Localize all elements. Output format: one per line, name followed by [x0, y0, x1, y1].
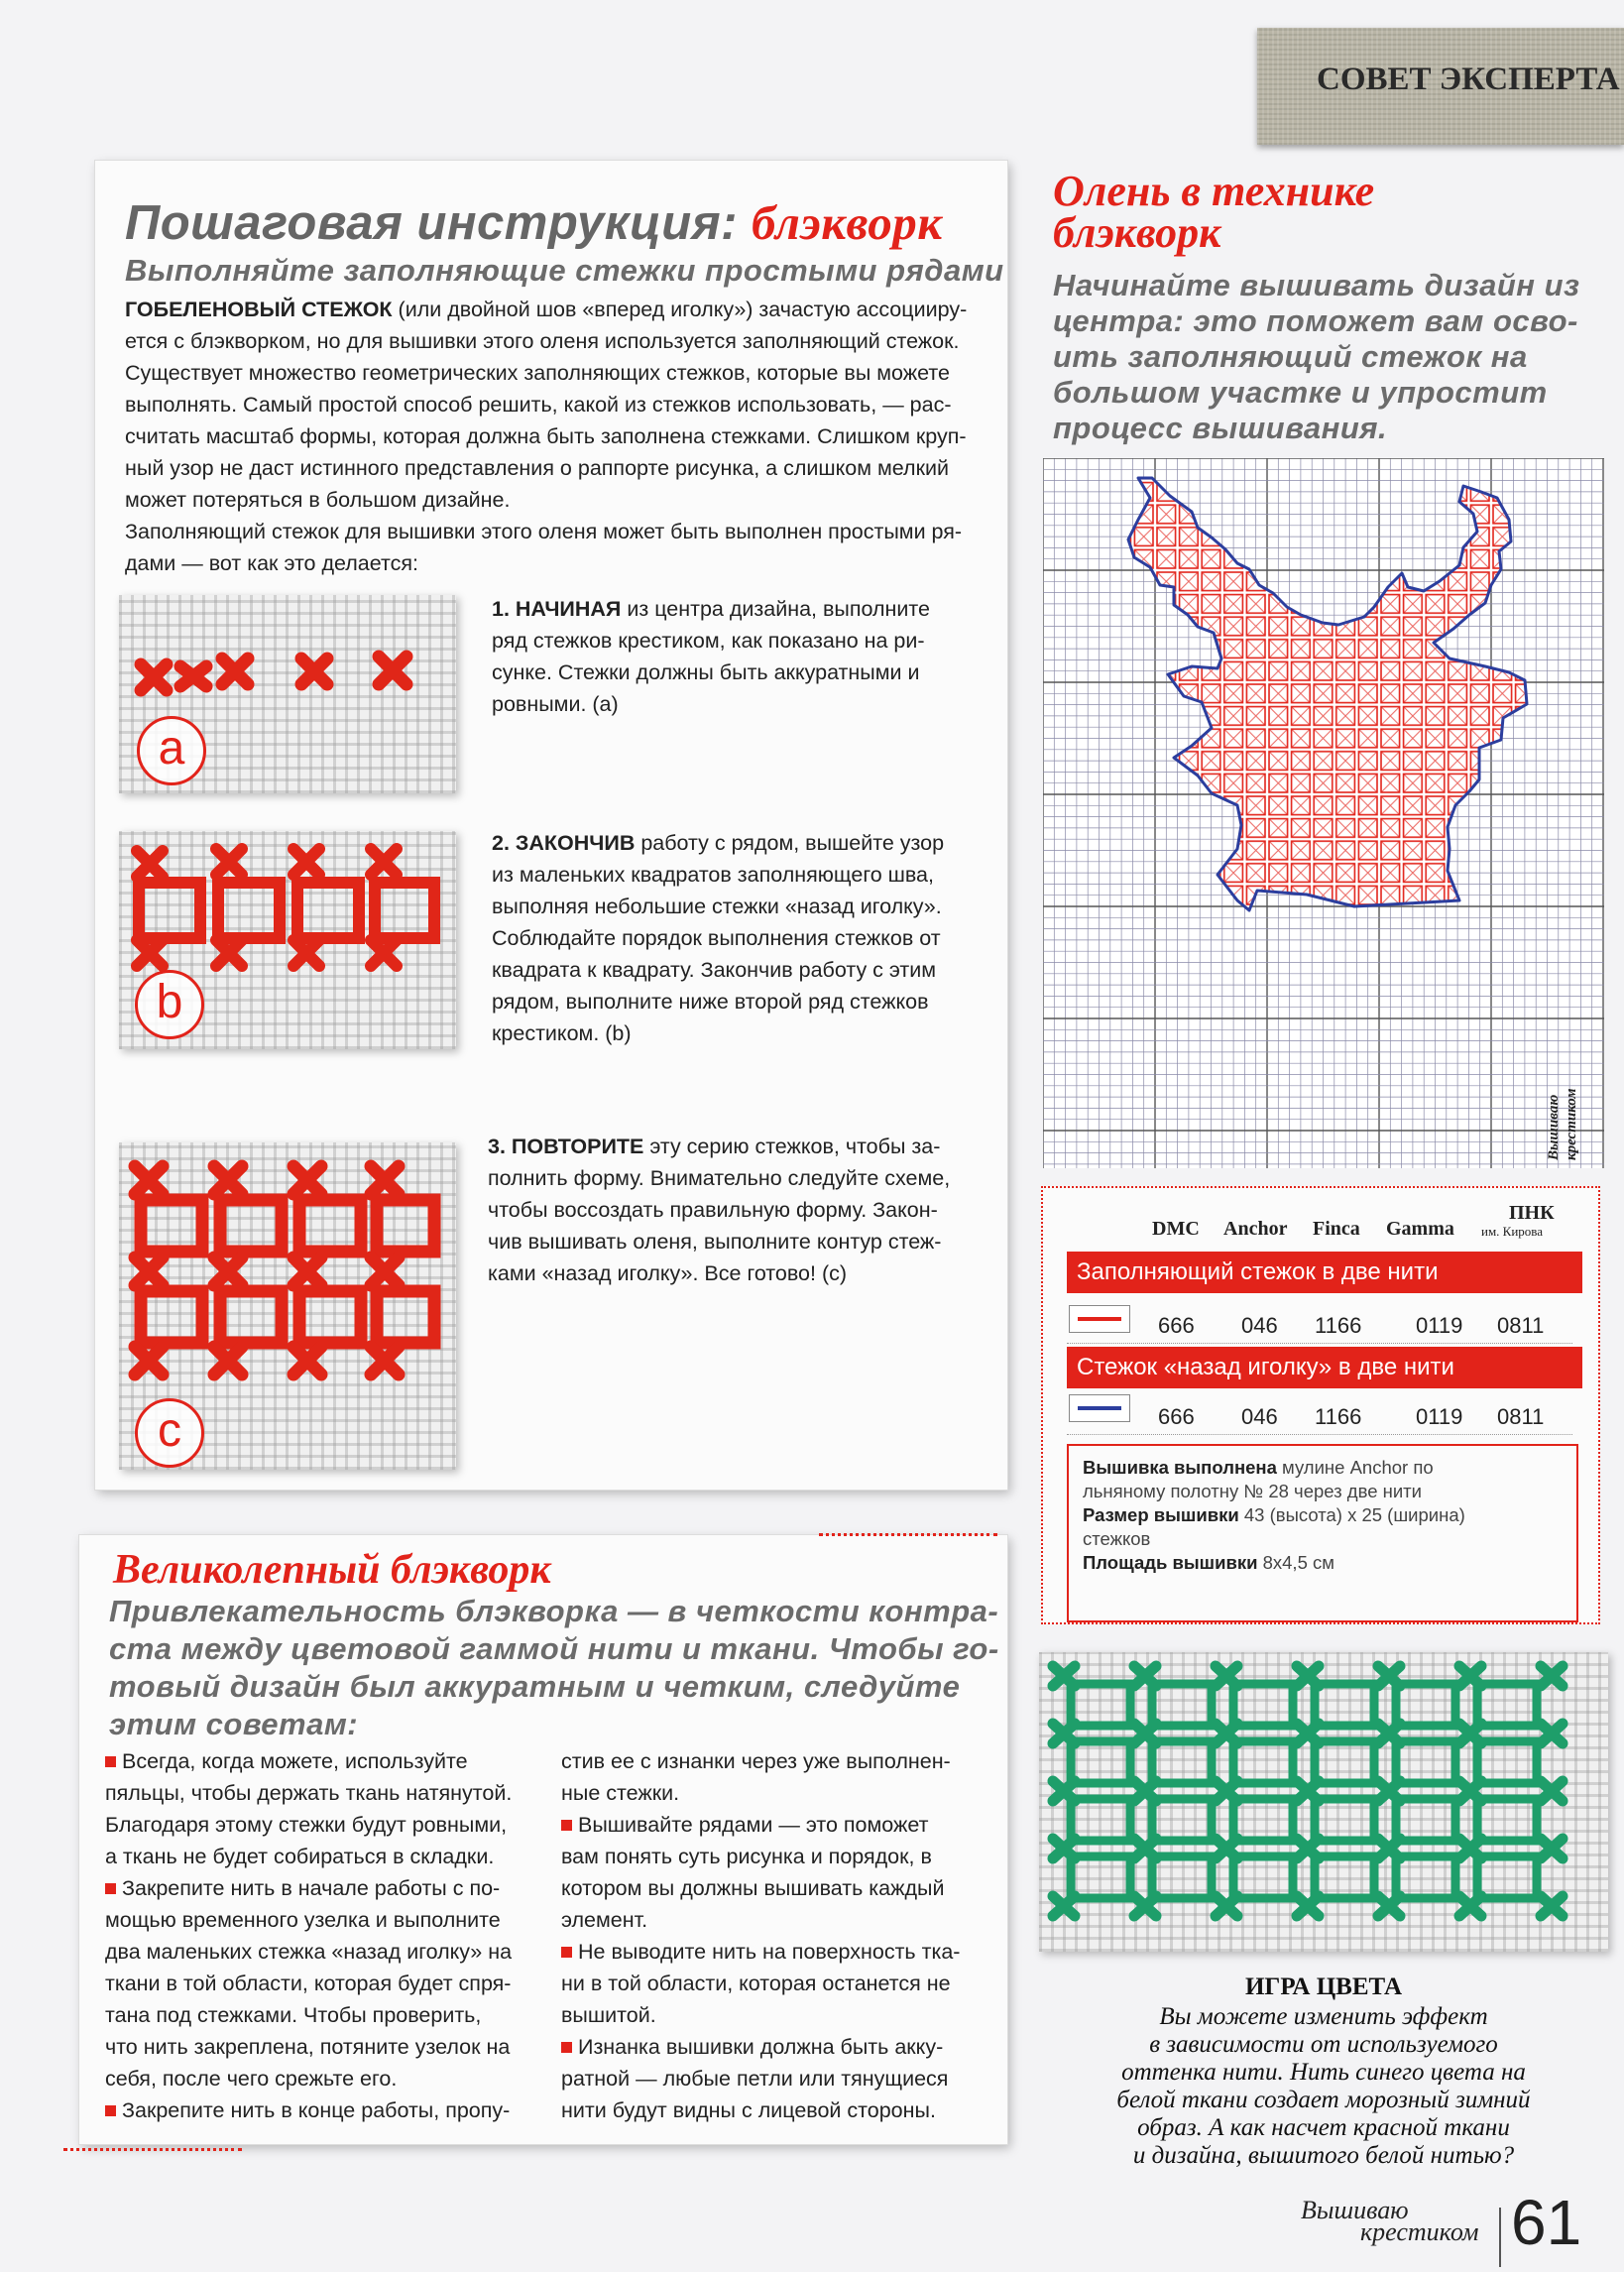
tip-text: стив ее с изнанки через уже выполнен- [561, 1749, 951, 1773]
instructions-title-accent: блэкворк [752, 195, 943, 250]
key-info-label: Площадь вышивки [1083, 1552, 1258, 1573]
tip-line [561, 1777, 997, 1809]
step-2-line [492, 1017, 987, 1049]
key-info-text: мулине Anchor по [1276, 1457, 1434, 1478]
deer-intro-line: ить заполняющий стежок на [1053, 339, 1528, 374]
intro-text: (или двойной шов «вперед иголку») зачастую ассоцииру- [392, 298, 968, 321]
section-tab-label: СОВЕТ ЭКСПЕРТА [1317, 61, 1620, 97]
intro-line [125, 452, 997, 484]
step-3-line [488, 1162, 984, 1194]
step-2-text: работу с рядом, вышейте узор [635, 831, 945, 855]
deer-intro-line: процесс вышивания. [1053, 411, 1388, 445]
step-3-text: чтобы воссоздать правильную форму. Закон- [488, 1198, 938, 1222]
color-play-line: оттенка нити. Нить синего цвета на [1121, 2059, 1526, 2086]
key-info-text: стежков [1083, 1528, 1151, 1549]
color-play-title: ИГРА ЦВЕТА [1244, 1973, 1402, 2000]
tip-text: Благодаря этому стежки будут ровными, [105, 1813, 508, 1837]
tip-text: нити будут видны с лицевой стороны. [561, 2098, 936, 2122]
instructions-intro [125, 294, 997, 579]
tips-title: Великолепный блэкворк [113, 1547, 551, 1593]
tip-line [105, 1872, 541, 1904]
watermark-line-2: крестиком [1564, 1088, 1579, 1160]
step-3-line [488, 1226, 984, 1257]
tip-line [561, 1809, 997, 1841]
intro-lead: ГОБЕЛЕНОВЫЙ СТЕЖОК [125, 298, 393, 321]
color-play-photo [1039, 1652, 1608, 1952]
tip-text: котором вы должны вышивать каждый [561, 1876, 945, 1900]
tip-line [105, 1745, 541, 1777]
fill-anchor: 046 [1241, 1313, 1278, 1338]
tip-line [105, 1904, 541, 1936]
bullet-icon [105, 1883, 116, 1894]
brand-anchor: Anchor [1223, 1218, 1288, 1240]
tip-line [105, 1968, 541, 1999]
instructions-panel [95, 161, 1007, 1490]
key-info-box [1067, 1444, 1578, 1622]
brand-note: им. Кирова [1481, 1224, 1544, 1239]
step-2-line [492, 859, 987, 891]
step-3-text: эту серию стежков, чтобы за- [643, 1135, 941, 1158]
backstitch-swatch [1069, 1394, 1130, 1422]
step-b-photo [119, 831, 456, 1049]
tip-text: Изнанка вышивки должна быть акку- [578, 2035, 944, 2059]
key-info-text: 8x4,5 см [1257, 1552, 1334, 1573]
step-2-line [492, 827, 987, 859]
step-2-line [492, 922, 987, 954]
step-b-marker: b [135, 970, 204, 1039]
key-info-text: 43 (высота) x 25 (ширина) [1238, 1504, 1465, 1525]
step-2-text: из маленьких квадратов заполняющего шва, [492, 863, 934, 887]
tip-text: Вышивайте рядами — это поможет [578, 1813, 929, 1837]
tips-column-1 [105, 1745, 541, 2126]
tip-line [105, 2063, 541, 2094]
tip-text: Закрепите нить в конце работы, пропу- [122, 2098, 511, 2122]
tip-line [561, 1968, 997, 1999]
back-gamma: 0119 [1416, 1404, 1463, 1429]
section-tab [1257, 28, 1624, 145]
step-2-text: квадрата к квадрату. Закончив работу с этим [492, 958, 937, 982]
fill-stitch-label: Заполняющий стежок в две нити [1067, 1252, 1582, 1293]
watermark-line-1: Вышиваю [1546, 1094, 1562, 1160]
magazine-logo [1301, 2196, 1499, 2246]
intro-line [125, 547, 997, 579]
step-1-line [492, 657, 987, 688]
tips-subtitle-line: товый дизайн был аккуратным и четким, следуйте [109, 1669, 961, 1704]
tip-text: Не выводите нить на поверхность тка- [578, 1940, 961, 1964]
step-2-line [492, 986, 987, 1017]
color-play-line: и дизайна, вышитого белой нитью? [1132, 2142, 1515, 2169]
bullet-icon [105, 1756, 116, 1767]
intro-text: дами — вот как это делается: [125, 551, 418, 575]
intro-line [125, 325, 997, 357]
tip-line [105, 2031, 541, 2063]
step-c-marker: c [135, 1398, 204, 1468]
tip-line [561, 1872, 997, 1904]
tips-dotted-rule [63, 2148, 242, 2151]
deer-title [1053, 167, 1608, 257]
tips-subtitle-line: этим советам: [109, 1707, 359, 1741]
tip-text: мощью временного узелка и выполните [105, 1908, 501, 1932]
deer-intro-line: Начинайте вышивать дизайн из [1053, 268, 1580, 302]
intro-line [125, 389, 997, 420]
instructions-subtitle: Выполняйте заполняющие стежки простыми рядами [125, 253, 1004, 288]
intro-line [125, 484, 997, 516]
key-brand-header [1043, 1202, 1598, 1248]
key-info-line [1083, 1480, 1563, 1503]
deer-chart-watermark [1539, 1014, 1598, 1162]
tip-text: что нить закреплена, потяните узелок на [105, 2035, 511, 2059]
tip-text: а ткань не будет собираться в складки. [105, 1845, 495, 1868]
tip-line [561, 1936, 997, 1968]
color-play-line: в зависимости от используемого [1149, 2031, 1498, 2058]
tip-text: элемент. [561, 1908, 648, 1932]
step-3-lead: 3. ПОВТОРИТЕ [488, 1135, 644, 1158]
tips-top-rule [819, 1533, 997, 1536]
tip-text: Закрепите нить в начале работы с по- [122, 1876, 501, 1900]
backstitch-label: Стежок «назад иголку» в две нити [1067, 1347, 1582, 1388]
intro-line [125, 420, 997, 452]
tip-line [561, 1999, 997, 2031]
intro-text: может потеряться в большом дизайне. [125, 488, 511, 512]
color-play-line: Вы можете изменить эффект [1159, 2003, 1488, 2030]
deer-chart [1043, 458, 1604, 1168]
bullet-icon [561, 1947, 572, 1958]
intro-text: ется с блэкворком, но для вышивки этого оленя используется заполняющий стежок. [125, 329, 960, 353]
key-info-line [1083, 1503, 1563, 1527]
step-2-text: выполняя небольшие стежки «назад иголку». [492, 895, 942, 918]
intro-text: Заполняющий стежок для вышивки этого оленя может быть выполнен простыми ря- [125, 520, 963, 543]
deer-pattern-grid [1043, 458, 1604, 1168]
instructions-title [125, 194, 943, 251]
tip-line [105, 1936, 541, 1968]
tip-text: тана под стежками. Чтобы проверить, [105, 2003, 482, 2027]
tip-text: вам понять суть рисунка и порядок, в [561, 1845, 932, 1868]
brand-pnk: ПНК [1509, 1202, 1555, 1224]
tips-subtitle [109, 1593, 1001, 1743]
green-stitches [1039, 1652, 1608, 1952]
key-info-line [1083, 1456, 1563, 1480]
step-3-text [488, 1131, 984, 1289]
step-1-line [492, 625, 987, 657]
fill-stitch-swatch [1069, 1305, 1130, 1333]
tips-column-2 [561, 1745, 997, 2126]
tip-line [561, 1904, 997, 1936]
thread-key [1041, 1186, 1600, 1624]
back-anchor: 046 [1241, 1404, 1278, 1429]
bullet-icon [561, 1820, 572, 1831]
step-2-lead: 2. ЗАКОНЧИВ [492, 831, 636, 855]
tip-text: ратной — любые петли или тянущиеся [561, 2067, 949, 2091]
step-3-line [488, 1131, 984, 1162]
deer-title-line: Олень в технике [1053, 167, 1375, 215]
tip-line [561, 2094, 997, 2126]
logo-line-1: Вышиваю [1301, 2196, 1409, 2224]
key-info-line [1083, 1527, 1563, 1551]
page-number: 61 [1511, 2187, 1582, 2258]
deer-intro [1053, 268, 1608, 446]
tips-subtitle-line: ста между цветовой гаммой нити и ткани. Чтобы го- [109, 1631, 999, 1666]
tip-text: вышитой. [561, 2003, 656, 2027]
tip-line [561, 1745, 997, 1777]
fill-gamma: 0119 [1416, 1313, 1463, 1338]
brand-finca: Finca [1313, 1218, 1360, 1240]
brand-gamma: Gamma [1386, 1218, 1454, 1240]
step-2-line [492, 954, 987, 986]
key-info-label: Размер вышивки [1083, 1504, 1239, 1525]
tip-line [561, 2063, 997, 2094]
back-dmc: 666 [1158, 1404, 1195, 1429]
logo-line-2: крестиком [1360, 2217, 1479, 2246]
footer-divider [1499, 2208, 1501, 2267]
step-3-text: полнить форму. Внимательно следуйте схеме, [488, 1166, 951, 1190]
deer-title-line: блэкворк [1053, 208, 1221, 257]
intro-line [125, 516, 997, 547]
key-info-line [1083, 1551, 1563, 1575]
step-a-photo [119, 595, 456, 793]
step-2-text: крестиком. (b) [492, 1021, 632, 1045]
deer-intro-line: большом участке и упростит [1053, 375, 1548, 410]
bullet-icon [105, 2105, 116, 2116]
intro-line [125, 294, 997, 325]
step-1-text: ряд стежков крестиком, как показано на ри- [492, 629, 925, 653]
tip-line [105, 2094, 541, 2126]
step-2-text: Соблюдайте порядок выполнения стежков от [492, 926, 941, 950]
step-1-text: из центра дизайна, выполните [621, 597, 930, 621]
step-2-line [492, 891, 987, 922]
step-3-text: чив вышивать оленя, выполните контур стеж- [488, 1230, 942, 1254]
fill-finca: 1166 [1315, 1313, 1362, 1338]
tip-line [105, 1777, 541, 1809]
color-play-line: белой ткани создает морозный зимний [1116, 2087, 1531, 2113]
tip-line [105, 1999, 541, 2031]
step-1-text [492, 593, 987, 720]
step-1-text: ровными. (a) [492, 692, 619, 716]
intro-text: выполнять. Самый простой способ решить, какой из стежков использовать, — рас- [125, 393, 952, 417]
deer-intro-line: центра: это поможет вам осво- [1053, 303, 1578, 338]
tip-text: Всегда, когда можете, используйте [122, 1749, 468, 1773]
tip-line [561, 2031, 997, 2063]
tip-line [561, 1841, 997, 1872]
brand-dmc: DMC [1152, 1218, 1200, 1240]
key-info-text: льняному полотну № 28 через две нити [1083, 1481, 1422, 1501]
color-play-line: образ. А как насчет красной ткани [1137, 2114, 1510, 2141]
tip-text: ные стежки. [561, 1781, 680, 1805]
tips-subtitle-line: Привлекательность блэкворка — в четкости контра- [109, 1594, 999, 1628]
back-pnk: 0811 [1497, 1404, 1545, 1429]
intro-text: ный узор не даст истинного представления о раппорте рисунка, а слишком мелкий [125, 456, 950, 480]
tip-text: себя, после чего срежьте его. [105, 2067, 398, 2091]
step-1-line [492, 593, 987, 625]
intro-text: Существует множество геометрических заполняющих стежков, которые вы можете [125, 361, 950, 385]
tips-panel [79, 1535, 1007, 2144]
step-1-line [492, 688, 987, 720]
color-play-text [1039, 2003, 1608, 2170]
intro-text: считать масштаб формы, которая должна быть заполнена стежками. Слишком круп- [125, 424, 967, 448]
tip-line [105, 1809, 541, 1841]
step-c-photo [119, 1142, 456, 1470]
step-3-text: ками «назад иголку». Все готово! (c) [488, 1261, 848, 1285]
fill-pnk: 0811 [1497, 1313, 1545, 1338]
fill-dmc: 666 [1158, 1313, 1195, 1338]
step-3-line [488, 1257, 984, 1289]
tip-text: ткани в той области, которая будет спря- [105, 1972, 512, 1995]
step-3-line [488, 1194, 984, 1226]
step-1-lead: 1. НАЧИНАЯ [492, 597, 622, 621]
instructions-title-main: Пошаговая инструкция: [125, 196, 752, 250]
step-1-text: сунке. Стежки должны быть аккуратными и [492, 660, 920, 684]
intro-line [125, 357, 997, 389]
step-2-text [492, 827, 987, 1049]
tip-text: два маленьких стежка «назад иголку» на [105, 1940, 513, 1964]
bullet-icon [561, 2042, 572, 2053]
key-info-label: Вышивка выполнена [1083, 1457, 1277, 1478]
tip-text: пяльцы, чтобы держать ткань натянутой. [105, 1781, 513, 1805]
step-a-marker: a [137, 716, 206, 785]
tip-line [105, 1841, 541, 1872]
tip-text: ни в той области, которая останется не [561, 1972, 951, 1995]
step-2-text: рядом, выполните ниже второй ряд стежков [492, 990, 929, 1014]
back-finca: 1166 [1315, 1404, 1362, 1429]
